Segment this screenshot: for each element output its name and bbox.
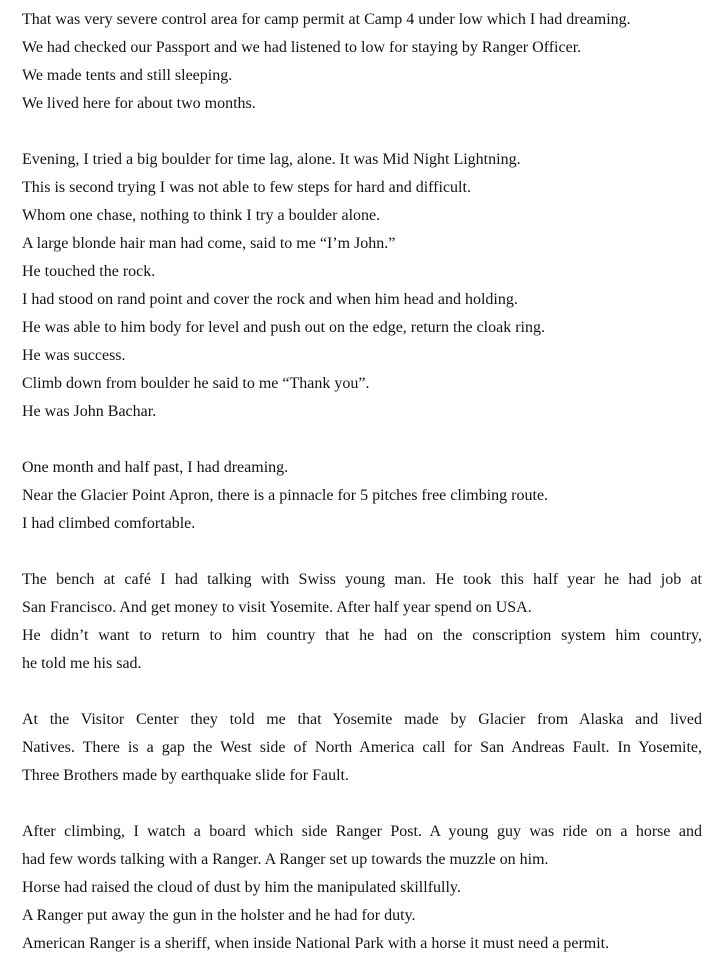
document-body (22, 6, 702, 958)
text-line: A large blonde hair man had come, said to me “I’m John.” (22, 235, 396, 252)
paragraph-glacier-point (22, 454, 702, 538)
text-line: Horse had raised the cloud of dust by him the manipulated skillfully. (22, 879, 461, 896)
paragraph-visitor-center (22, 706, 702, 790)
text-line: He was success. (22, 347, 126, 364)
text-line: Climb down from boulder he said to me “Thank you”. (22, 375, 370, 392)
text-line: I had stood on rand point and cover the rock and when him head and holding. (22, 291, 518, 308)
text-line: American Ranger is a sheriff, when inside National Park with a horse it must need a permit. (22, 935, 610, 952)
text-line: We made tents and still sleeping. (22, 67, 233, 84)
text-line: At the Visitor Center they told me that Yosemite made by Glacier from Alaska and lived (22, 711, 702, 728)
text-line: We lived here for about two months. (22, 95, 256, 112)
paragraph-camp4 (22, 6, 702, 118)
text-line: After climbing, I watch a board which side Ranger Post. A young guy was ride on a horse and (22, 823, 702, 840)
text-line: I had climbed comfortable. (22, 515, 196, 532)
paragraph-swiss-man (22, 566, 702, 678)
text-line: Evening, I tried a big boulder for time lag, alone. It was Mid Night Lightning. (22, 151, 521, 168)
text-line: he told me his sad. (22, 655, 142, 672)
text-line: Whom one chase, nothing to think I try a boulder alone. (22, 207, 381, 224)
text-line: He didn’t want to return to him country that he had on the conscription system him country, (22, 627, 702, 644)
text-line: The bench at café I had talking with Swiss young man. He took this half year he had job at (22, 571, 702, 588)
text-line: He touched the rock. (22, 263, 156, 280)
text-line: This is second trying I was not able to few steps for hard and difficult. (22, 179, 471, 196)
text-line: He was able to him body for level and push out on the edge, return the cloak ring. (22, 319, 545, 336)
paragraph-ranger (22, 818, 702, 958)
text-line: Near the Glacier Point Apron, there is a pinnacle for 5 pitches free climbing route. (22, 487, 549, 504)
text-line: He was John Bachar. (22, 403, 157, 420)
text-line: had few words talking with a Ranger. A Ranger set up towards the muzzle on him. (22, 851, 549, 868)
paragraph-boulder (22, 146, 702, 426)
text-line: Natives. There is a gap the West side of North America call for San Andreas Fault. In Yosemite, (22, 739, 702, 756)
text-line: Three Brothers made by earthquake slide for Fault. (22, 767, 349, 784)
text-line: We had checked our Passport and we had listened to low for staying by Ranger Officer. (22, 39, 582, 56)
text-line: That was very severe control area for camp permit at Camp 4 under low which I had dreaming. (22, 11, 631, 28)
text-line: A Ranger put away the gun in the holster and he had for duty. (22, 907, 416, 924)
text-line: One month and half past, I had dreaming. (22, 459, 289, 476)
text-line: San Francisco. And get money to visit Yosemite. After half year spend on USA. (22, 599, 532, 616)
